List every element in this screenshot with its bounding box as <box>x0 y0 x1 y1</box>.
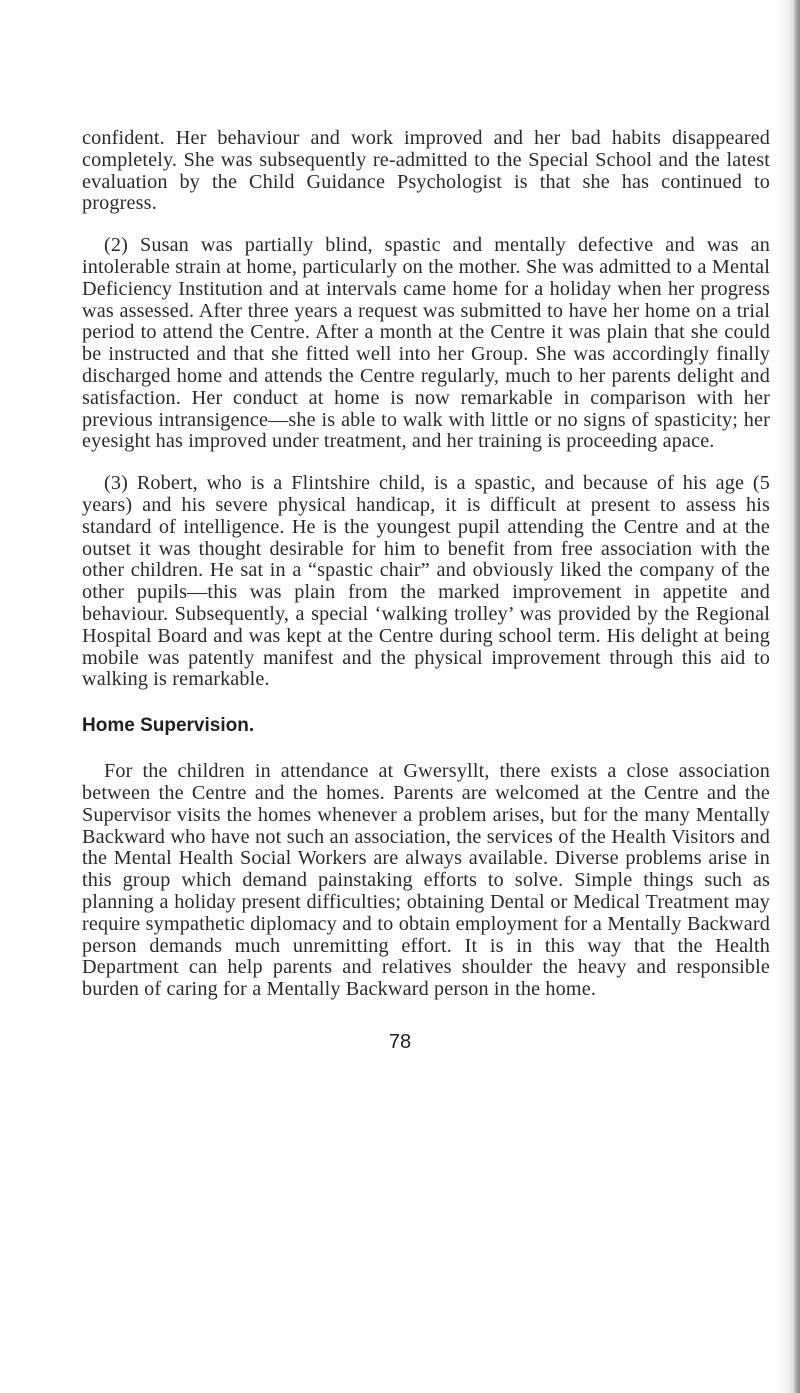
page-edge-binding <box>794 0 800 1393</box>
page-number: 78 <box>388 1031 412 1053</box>
text-column <box>82 128 770 1001</box>
paragraph-home-supervision: For the children in attendance at Gwersyllt, there exists a close association between the Centre and the homes. Parents are welcomed at the Centre and the Supervisor visits the homes whenever a problem arises, but for the many Mentally Backward who have not such an association, the services of the Health Visitors and the Mental Health Social Workers are always available. Diverse problems arise in this group which demand painstaking efforts to solve. Simple things such as planning a holiday present difficulties; obtaining Dental or Medical Treatment may require sympathetic diplomacy and to obtain employment for a Mentally Backward person demands much unremitting effort. It is in this way that the Health Department can help parents and relatives shoulder the heavy and responsible burden of caring for a Mentally Backward person in the home. <box>82 760 770 1001</box>
section-heading-home-supervision: Home Supervision. <box>82 715 255 737</box>
paragraph-case-susan: (2) Susan was partially blind, spastic and mentally defective and was an intolerable strain at home, particularly on the mother. She was admitted to a Mental Deficiency Institution and at intervals came home for a holiday when her progress was assessed. After three years a request was submitted to have her home on a trial period to attend the Centre. After a month at the Centre it was plain that she could be instructed and that she fitted well into her Group. She was accordingly finally discharged home and attends the Centre regularly, much to her parents delight and satisfaction. Her conduct at home is now remarkable in comparison with her previous intransigence—she is able to walk with little or no signs of spasticity; her eyesight has improved under treatment, and her training is proceeding apace. <box>82 234 770 453</box>
paragraph-continuation: confident. Her behaviour and work improved and her bad habits disappeared completely. She was subsequently re-admitted to the Special School and the latest evaluation by the Child Guidance Psychologist is that she has continued to progress. <box>82 127 770 215</box>
paragraph-case-robert: (3) Robert, who is a Flintshire child, is a spastic, and because of his age (5 years) and his severe physical handicap, it is difficult at present to assess his standard of intelligence. He is the youngest pupil attending the Centre and at the outset it was thought desirable for him to benefit from free association with the other children. He sat in a “spastic chair” and obviously liked the company of the other pupils—this was plain from the marked improvement in appetite and behaviour. Subsequently, a special ‘walking trolley’ was provided by the Regional Hospital Board and was kept at the Centre during school term. His delight at being mobile was patently manifest and the physical improvement through this aid to walking is remarkable. <box>82 472 770 691</box>
